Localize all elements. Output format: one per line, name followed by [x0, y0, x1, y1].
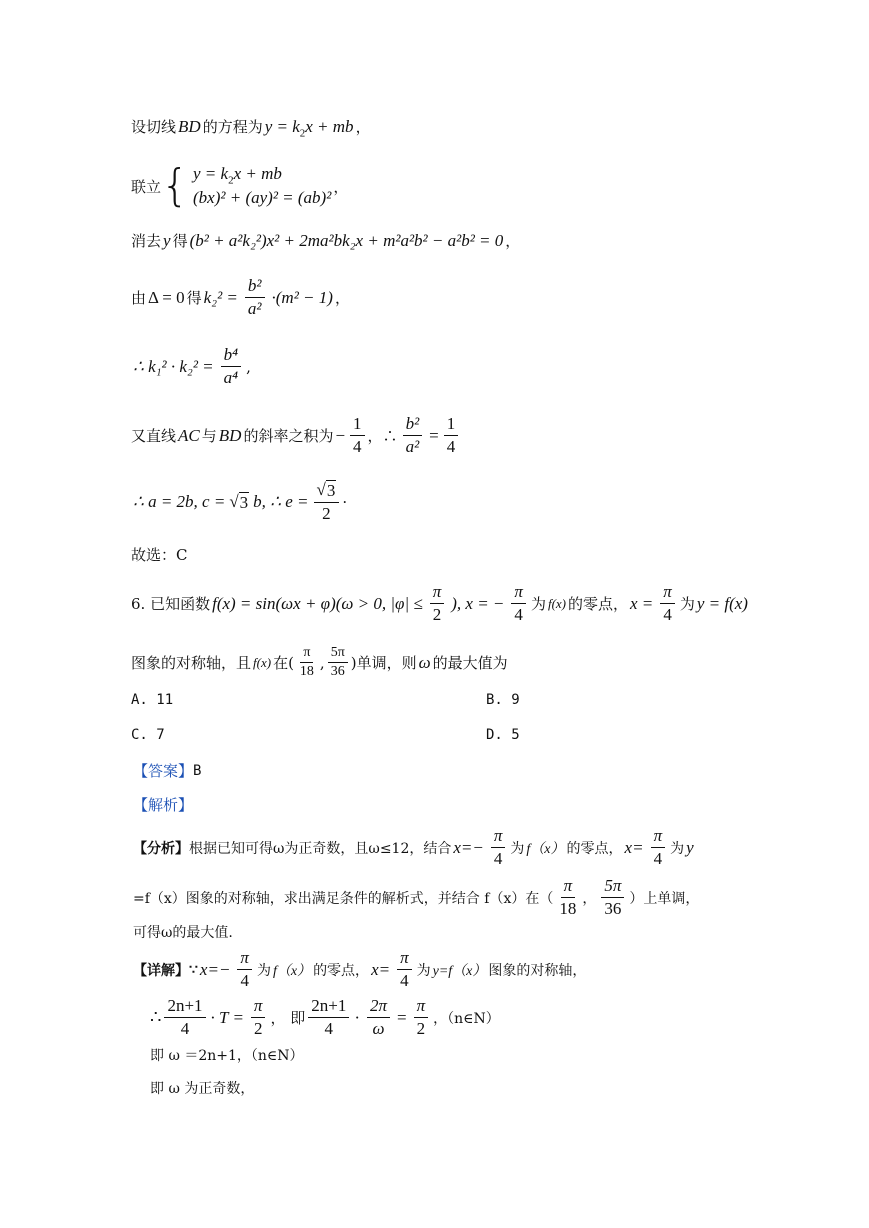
fraction: √ 3 2	[314, 480, 340, 524]
answer-value: B	[193, 762, 202, 779]
text: 图象的对称轴，且	[131, 654, 252, 672]
xiangjie-label: 【详解】	[133, 962, 189, 979]
math-bd: BD	[178, 116, 201, 136]
math-eq: $y = k_2x$ + mb	[264, 116, 354, 139]
text-mid: 与	[201, 427, 217, 445]
fraction: $\frac{\pi}{2}$	[412, 996, 431, 1039]
equation-system	[191, 162, 333, 210]
answer-label: 【答案】	[133, 762, 194, 780]
text: 可得ω的最大值.	[133, 925, 233, 941]
math-omega: ω	[418, 652, 431, 672]
fraction: $\frac{\text{b²}}{\text{a²}}$	[243, 276, 267, 319]
text: 的最大值为	[432, 654, 508, 672]
fraction: $\frac{\pi}{4}$	[489, 826, 508, 869]
fraction: $\frac{1}{4}$	[444, 414, 459, 457]
because-icon: ∵	[189, 961, 198, 978]
text: 的零点，	[566, 840, 623, 857]
line-eliminate	[131, 230, 520, 251]
text-mid: 得	[172, 232, 188, 250]
math-fx: f（x）	[526, 841, 565, 857]
line-system	[131, 162, 348, 210]
text: 单调，则	[356, 654, 417, 672]
system-row-1: $y = k_2x$ + mb	[193, 164, 282, 187]
fraction: $\frac{\pi}{18}$	[299, 645, 314, 679]
math-x: x=	[371, 959, 391, 979]
question-6-line-2	[131, 645, 508, 680]
option-d: D. 5	[486, 727, 520, 743]
text-end: ，	[505, 232, 521, 250]
text-end: ，	[333, 177, 349, 196]
text: 图象的对称轴，	[488, 962, 587, 979]
text-pre: 联立	[131, 177, 162, 196]
math-eq: =	[429, 425, 439, 445]
option-c: C. 7	[131, 727, 165, 743]
text-pre: 消去	[131, 232, 162, 250]
math-x: x=−	[453, 837, 484, 857]
fraction: $\frac{\text{b⁴}}{\text{a⁴}}$	[219, 345, 243, 388]
xiangjie-line-4	[150, 1078, 254, 1098]
math-ac: AC	[178, 425, 200, 445]
choice-text: 故选：C	[131, 546, 188, 564]
text: ,	[319, 653, 325, 672]
text: 的零点，	[313, 962, 370, 979]
fraction: $\frac{\pi}{4}$	[509, 582, 528, 625]
analysis-label: 【解析】	[133, 796, 194, 814]
fraction: $\frac{2\pi}{\omega}$	[365, 996, 392, 1039]
text-end: ，	[334, 289, 350, 307]
math-neg: −	[335, 425, 346, 445]
text-pre: 由	[131, 289, 147, 307]
fenxi-label: 【分析】	[133, 840, 189, 857]
fraction: $\frac{\pi}{4}$	[395, 948, 414, 991]
math-x: x =	[630, 593, 654, 613]
fenxi-line-3	[133, 922, 233, 942]
fraction: $\frac{5\pi}{36}$	[328, 645, 348, 680]
text-pre: 又直线	[131, 427, 177, 445]
text-end: ·	[342, 493, 348, 511]
text: 即 ω ＝2n+1，（n∈N）	[150, 1048, 304, 1064]
math-y: y	[163, 230, 171, 250]
sqrt: √ 3	[229, 491, 249, 512]
text: 为	[256, 962, 271, 979]
text: 在(	[273, 654, 294, 672]
fraction: $\frac{2n+1}{4}$	[164, 996, 205, 1039]
text: 根据已知可得ω为正奇数，且ω≤12，结合	[189, 840, 452, 857]
brace-icon: {	[161, 160, 190, 211]
question-6-line-1	[131, 582, 750, 625]
xiangjie-line-3	[150, 1045, 304, 1065]
text-mid: 的方程为	[202, 118, 263, 136]
fraction: $\frac{\text{b²}}{\text{a²}}$	[401, 414, 425, 457]
fraction: $\frac{1}{4}$	[350, 414, 365, 457]
text: =f（x）图象的对称轴，求出满足条件的解析式，并结合 f（x）在（	[133, 890, 554, 907]
math-mid: b, ∴ e =	[253, 492, 309, 511]
text-mid: 的斜率之积为	[243, 427, 334, 445]
fraction: $\frac{\pi}{18}$	[559, 876, 577, 918]
math-t: · T =	[210, 1007, 244, 1027]
xiangjie-line-2	[150, 996, 500, 1039]
fenxi-line-2	[133, 876, 699, 919]
text: 的零点，	[568, 595, 629, 613]
line-choice	[131, 544, 187, 565]
fraction: $\frac{2n+1}{4}$	[308, 996, 349, 1039]
text: 为	[530, 595, 546, 613]
math-fx: f(x)	[547, 595, 566, 611]
math-eq: ∴ a = 2b, c =	[133, 492, 226, 511]
text: 为	[679, 595, 695, 613]
option-b: B. 9	[486, 692, 520, 708]
question-number: 6. 已知函数	[131, 595, 211, 613]
answer-line	[133, 760, 201, 781]
math-tail: ·(m² − 1)	[271, 287, 333, 307]
therefore-icon: ∴	[150, 1007, 162, 1028]
analysis-line	[133, 794, 193, 815]
text: ， 即	[270, 1009, 306, 1027]
math-x: ), x = −	[451, 593, 505, 613]
system-row-2: (bx)² + (ay)² = (ab)²	[193, 188, 332, 207]
math-y: y	[686, 837, 694, 857]
fraction: $\frac{\pi}{2}$	[428, 582, 447, 625]
text: )	[350, 653, 357, 672]
fraction: $\frac{\pi}{4}$	[658, 582, 677, 625]
line-product	[131, 345, 251, 388]
math-fx: f(x)	[253, 654, 272, 670]
math-bd: BD	[218, 425, 242, 445]
math-quadratic: (b² + a²k₂²)x² + 2ma²bk₂x + m²a²b² − a²b² = 0	[189, 230, 504, 250]
math-fdef: f(x) = sin(ωx + φ)(ω > 0, |φ| ≤	[212, 593, 423, 613]
math-y: y = f(x)	[696, 593, 748, 613]
math-dot: ·	[354, 1007, 360, 1027]
fraction: $\frac{\pi}{2}$	[249, 996, 268, 1039]
line-delta	[131, 276, 350, 319]
math-eq: =	[397, 1007, 407, 1027]
fenxi-line-1	[133, 826, 696, 869]
math-fx: f（x）	[272, 963, 312, 979]
text: ，（n∈N）	[433, 1010, 500, 1027]
text-mid: 得	[186, 289, 202, 307]
math-delta: Δ = 0	[148, 287, 185, 307]
text-end: ,	[246, 357, 251, 376]
text: 即 ω 为正奇数，	[150, 1081, 255, 1097]
math-y: y=f（x）	[432, 963, 487, 979]
fraction: $\frac{\pi}{4}$	[235, 948, 254, 991]
text: ，	[582, 890, 597, 907]
text: 为	[670, 840, 685, 857]
option-a: A. 11	[131, 692, 174, 708]
fraction: $\frac{5\pi}{36}$	[599, 876, 626, 919]
math-x: x=	[624, 837, 644, 857]
xiangjie-line-1	[133, 948, 586, 991]
fraction: $\frac{\pi}{4}$	[649, 826, 668, 869]
text: 为	[416, 962, 431, 979]
math-lhs: k₂² =	[203, 287, 238, 307]
text: ）上单调，	[629, 890, 700, 907]
text-end: ，	[355, 118, 371, 136]
text: 为	[510, 840, 525, 857]
math-lhs: ∴ k₁² · k₂² =	[133, 356, 214, 376]
line-slope	[131, 414, 461, 457]
line-tangent-bd	[131, 116, 371, 137]
text-sep: ，∴	[367, 427, 398, 445]
line-eccentricity	[131, 480, 347, 524]
text-pre: 设切线	[131, 118, 177, 136]
math-x: x=−	[199, 959, 231, 979]
